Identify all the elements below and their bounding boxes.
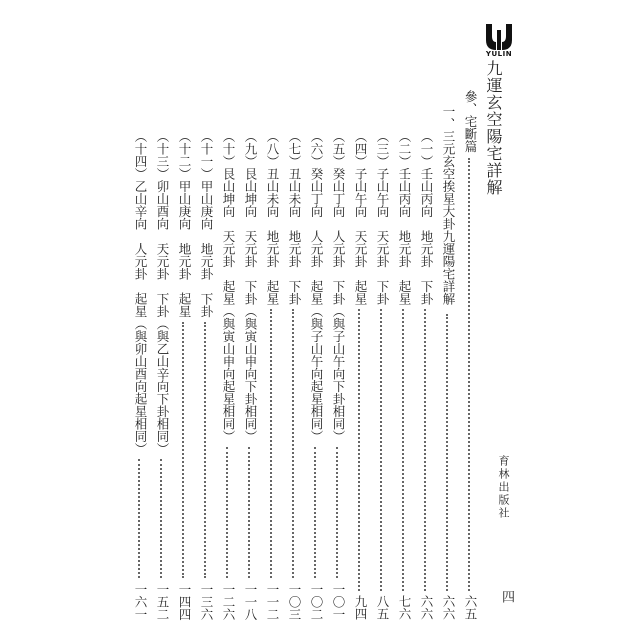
toc-entry: [438, 90, 458, 620]
yulin-logo-icon: [482, 20, 516, 54]
toc-entry-title: （七）丑山未向 地元卦 下卦: [287, 130, 302, 305]
leader-dots: [380, 309, 382, 591]
toc-entry-page: 六六: [441, 595, 456, 620]
leader-dots: [182, 322, 184, 578]
toc-entry-title: （十二）甲山庚向 地元卦 起星: [177, 130, 192, 318]
leader-dots: [292, 309, 294, 578]
toc-entry: [218, 90, 238, 620]
toc-entry-page: 一一八: [243, 582, 258, 620]
leader-dots: [424, 309, 426, 591]
toc-entry: [328, 90, 348, 620]
toc-entry-page: 一〇三: [287, 582, 302, 620]
toc-entry: [394, 90, 414, 620]
toc-entry-page: 一〇二: [309, 582, 324, 620]
toc-entry: [152, 90, 172, 620]
toc-entry: [284, 90, 304, 620]
toc-entry-title: （十一）甲山庚向 地元卦 下卦: [199, 130, 214, 318]
logo-label: YULIN: [485, 50, 513, 58]
toc-entry-title: （三）子山午向 天元卦 下卦: [375, 130, 390, 305]
leader-dots: [468, 158, 470, 591]
leader-dots: [336, 447, 338, 578]
toc-entry-page: 一一二: [265, 582, 280, 620]
toc-entry-page: 六六: [419, 595, 434, 620]
table-of-contents: [133, 90, 480, 620]
toc-entry-page: 八五: [375, 595, 390, 620]
toc-entry: [240, 90, 260, 620]
toc-entry-title: （五）癸山丁向 人元卦 下卦（與子山午向下卦相同）: [331, 130, 346, 443]
toc-entry-page: 一〇一: [331, 582, 346, 620]
toc-entry-title: （十四）乙山辛向 人元卦 起星（與卯山酉向起星相同）: [133, 130, 148, 455]
leader-dots: [160, 459, 162, 578]
toc-entry-page: 一六一: [133, 582, 148, 620]
toc-entry: [196, 90, 216, 620]
publisher-name: 育林出版社: [497, 455, 510, 520]
toc-entry: [416, 90, 436, 620]
toc-entry: [350, 90, 370, 620]
leader-dots: [226, 447, 228, 578]
toc-entry-title: 一、三元玄空挨星大卦九運陽宅詳解: [441, 105, 456, 305]
toc-entry: [130, 90, 150, 620]
toc-entry: [174, 90, 194, 620]
toc-entry: [460, 90, 480, 620]
toc-entry-page: 一五二: [155, 582, 170, 620]
leader-dots: [314, 447, 316, 578]
leader-dots: [138, 459, 140, 578]
toc-entry-page: 一二六: [221, 582, 236, 620]
toc-entry-title: （八）丑山未向 地元卦 起星: [265, 130, 280, 305]
toc-entry-page: 九四: [353, 595, 368, 620]
leader-dots: [270, 309, 272, 578]
toc-entry: [262, 90, 282, 620]
toc-entry-title: （一）壬山丙向 地元卦 下卦: [419, 130, 434, 305]
leader-dots: [446, 314, 448, 591]
leader-dots: [204, 322, 206, 578]
toc-entry: [306, 90, 326, 620]
toc-entry-page: 六五: [463, 595, 478, 620]
toc-entry-page: 一四四: [177, 582, 192, 620]
toc-entry-page: 一三六: [199, 582, 214, 620]
toc-entry-title: （四）子山午向 天元卦 起星: [353, 130, 368, 305]
page-folio: 四: [499, 590, 514, 603]
leader-dots: [358, 309, 360, 591]
leader-dots: [248, 447, 250, 578]
toc-entry-title: （六）癸山丁向 人元卦 起星（與子山午向起星相同）: [309, 130, 324, 443]
toc-entry-page: 七六: [397, 595, 412, 620]
toc-entry: [372, 90, 392, 620]
toc-entry-title: （九）艮山坤向 天元卦 下卦（與寅山申向下卦相同）: [243, 130, 258, 443]
toc-entry-title: 參、宅斷篇: [463, 90, 478, 153]
toc-entry-title: （二）壬山丙向 地元卦 起星: [397, 130, 412, 305]
toc-entry-title: （十三）卯山酉向 天元卦 下卦（與乙山辛向下卦相同）: [155, 130, 170, 455]
leader-dots: [402, 309, 404, 591]
book-title: 九運玄空陽宅詳解: [484, 60, 503, 196]
toc-entry-title: （十）艮山坤向 天元卦 起星（與寅山申向起星相同）: [221, 130, 236, 443]
